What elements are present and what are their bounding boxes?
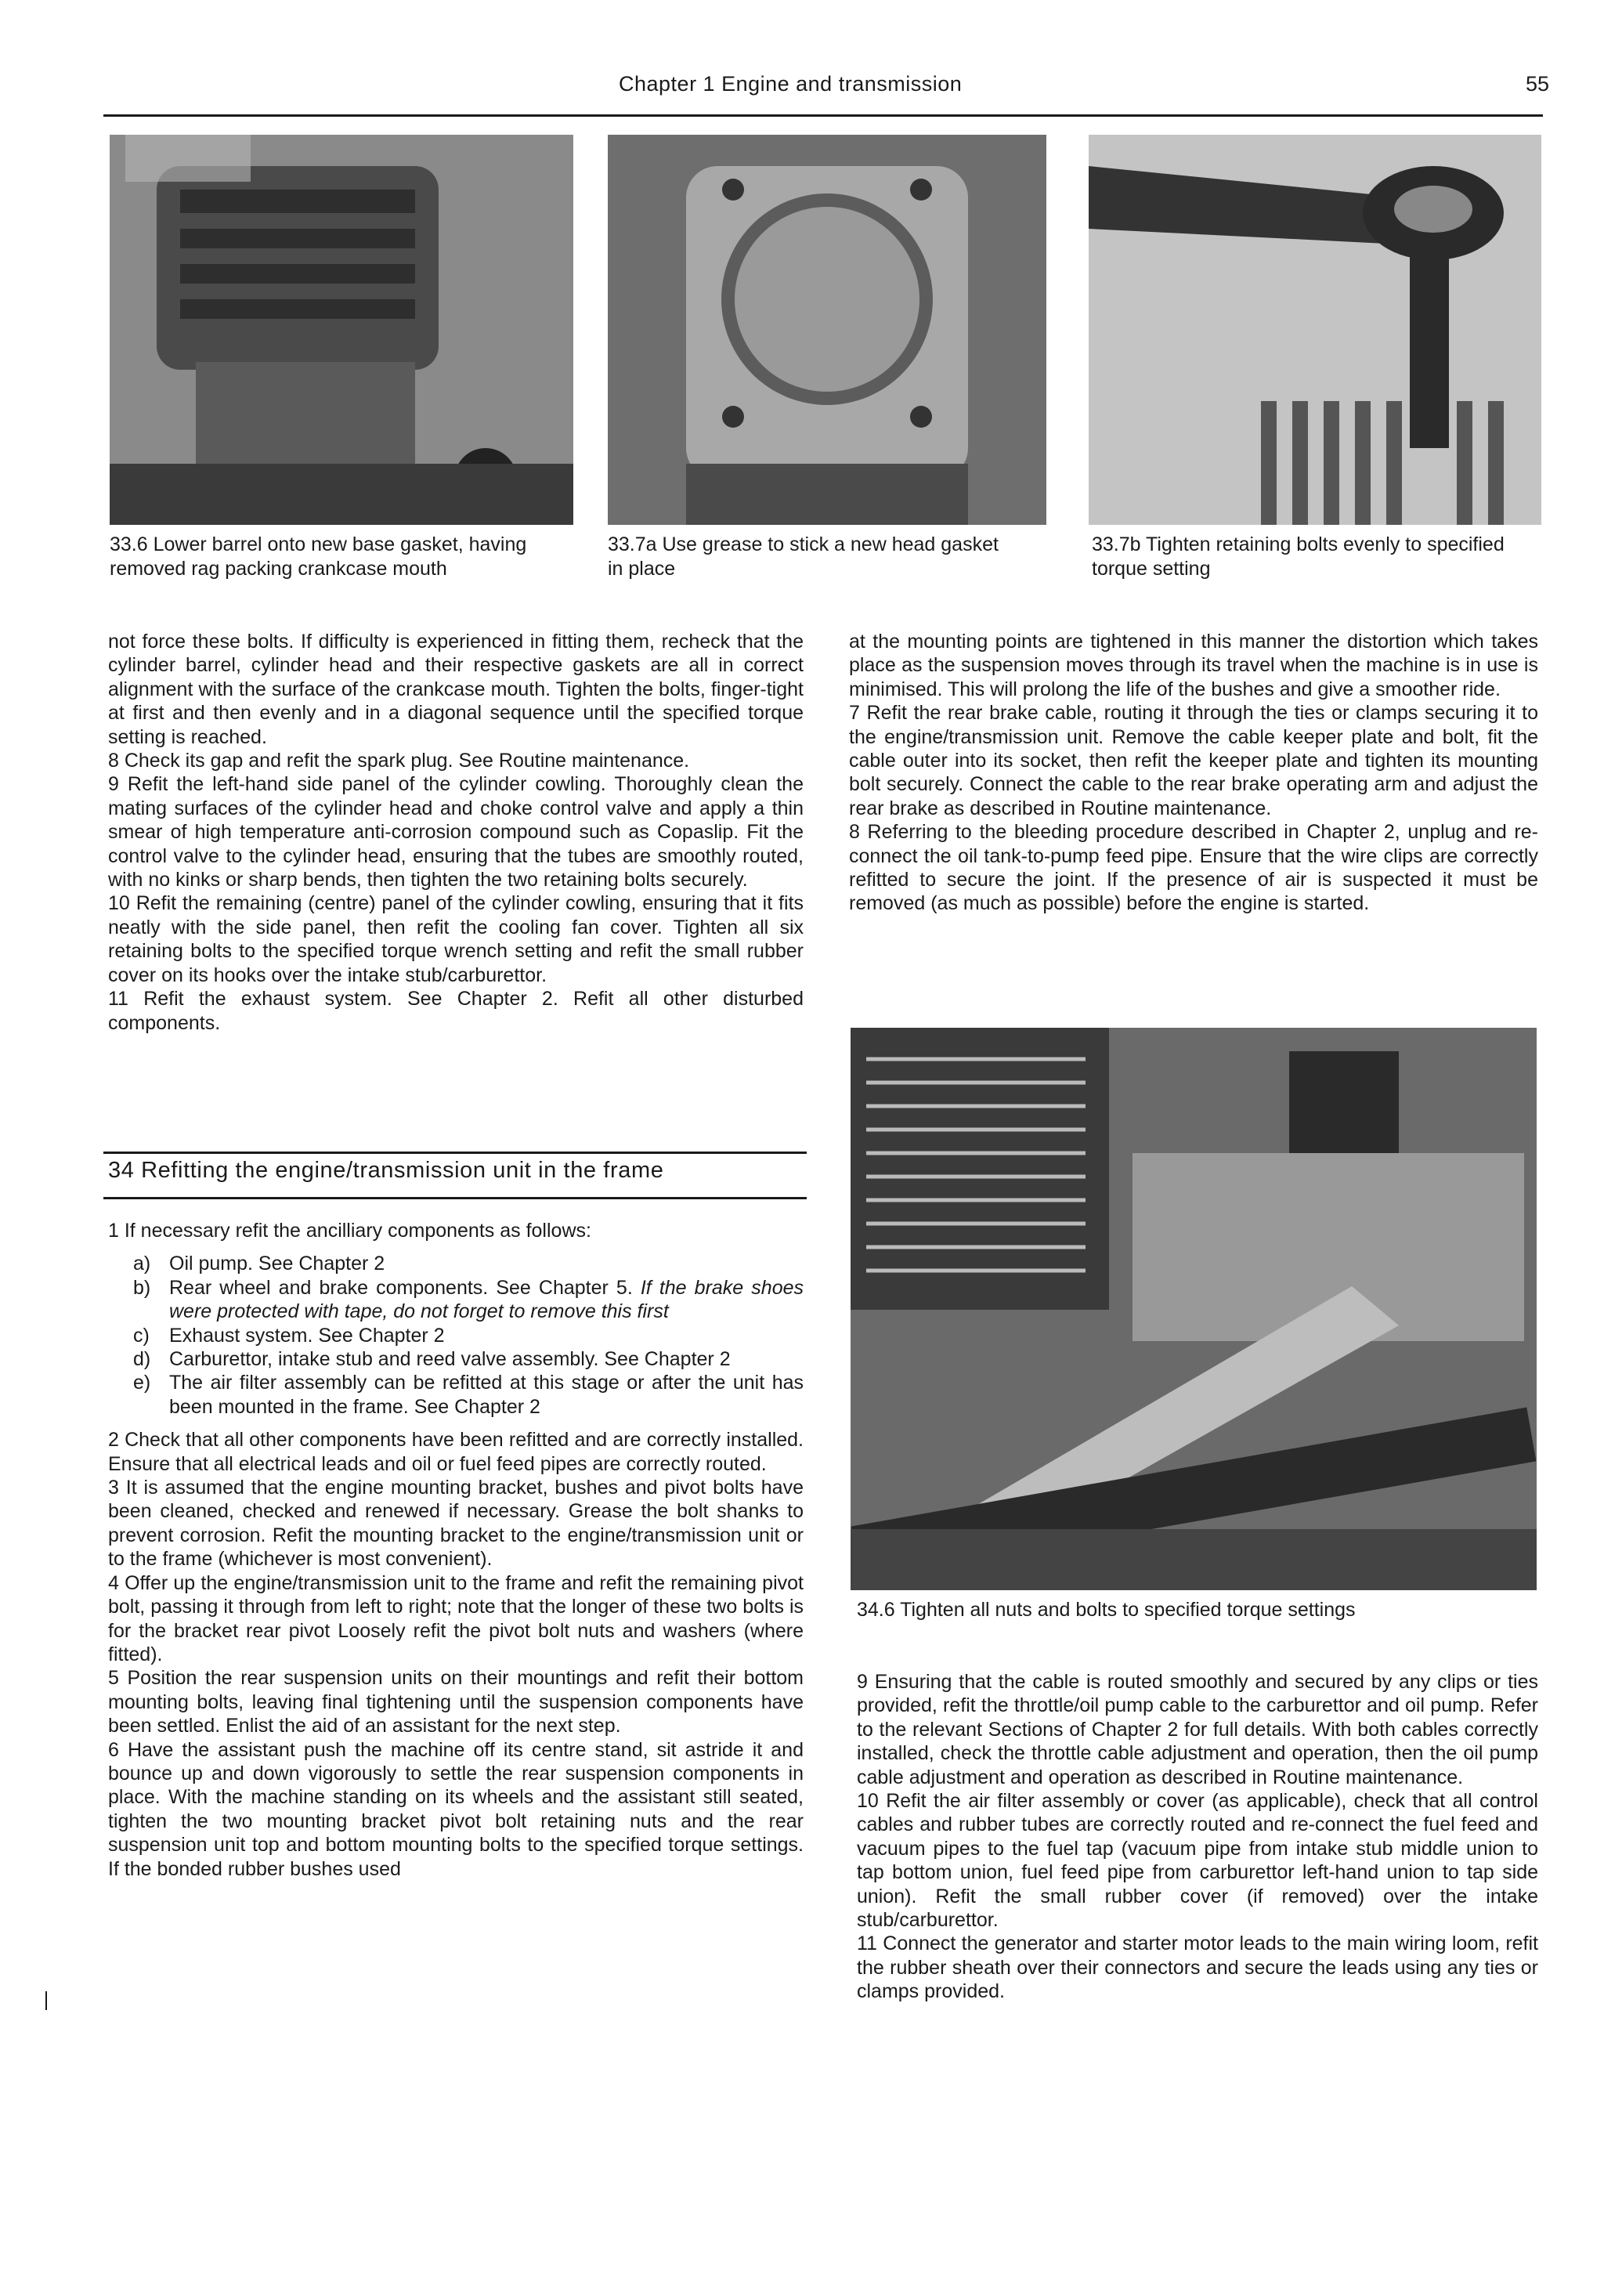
- paragraph: 10 Refit the remaining (centre) panel of the cylinder cowling, ensuring that it fits neatly with the side panel, then refit the cooling fan cover. Tighten all six retaining bolts to the specified torque wrench setting and refit the small rubber cover on its hooks over the intake stub/carburettor.: [108, 892, 804, 986]
- photo-34-6: [851, 1028, 1537, 1590]
- paragraph: at the mounting points are tightened in this manner the distortion which takes place as the suspension moves through its travel when the machine is in use is minimised. This will prolong the life of the bushes and give a smoother ride.: [849, 631, 1538, 700]
- list-item: [108, 1324, 804, 1347]
- list-text: The air filter assembly can be refitted at this stage or after the unit has been mounted in the frame. See Chapter 2: [169, 1372, 804, 1418]
- paragraph: 9 Refit the left-hand side panel of the cylinder cowling. Thoroughly clean the mating surfaces of the cylinder head and choke control valve and apply a thin smear of high temperature anti-corrosion compound such as Copaslip. Fit the control valve to the cylinder head, ensuring that the tubes are smoothly routed, with no kinks or sharp bends, then tighten the two retaining bolts securely.: [108, 773, 804, 891]
- right-column-top: [849, 630, 1538, 916]
- paragraph: not force these bolts. If difficulty is experienced in fitting them, recheck that the cylinder barrel, cylinder head and their respective gaskets are all in correct alignment with the surface of the crankcase mouth. Tighten the bolts, finger-tight at first and then evenly and in a diagonal sequence until the specified torque setting is reached.: [108, 631, 804, 748]
- caption-34-6: 34.6 Tighten all nuts and bolts to specified torque settings: [857, 1599, 1356, 1621]
- page-number: 55: [1526, 72, 1550, 96]
- left-column-top: [108, 630, 804, 1035]
- component-list: [108, 1252, 804, 1419]
- paragraph: 11 Connect the generator and starter motor leads to the main wiring loom, refit the rubber sheath over their connectors and secure the leads using any ties or clamps provided.: [857, 1933, 1538, 2003]
- paragraph: 10 Refit the air filter assembly or cover (as applicable), check that all control cables and rubber tubes are correctly routed and re-connect the fuel feed and vacuum pipes to the fuel tap (vacuum pipe from intake stub middle union to tap bottom union, fuel feed pipe from carburettor left-hand union to tap side union). Refit the small rubber cover (if removed) over the intake stub/carburettor.: [857, 1790, 1538, 1932]
- photo-33-7a: [608, 135, 1046, 525]
- paragraph: 3 It is assumed that the engine mounting bracket, bushes and pivot bolts have been cleaned, checked and renewed if necessary. Grease the bolt shanks to prevent corrosion. Refit the mounting bracket to the engine/transmission unit or to the frame (whichever is most convenient).: [108, 1477, 804, 1571]
- list-label: d): [133, 1348, 151, 1371]
- paragraph: 7 Refit the rear brake cable, routing it through the ties or clamps securing it to the engine/transmission unit. Remove the cable keeper plate and bolt, fit the cable outer into its socket, then refit the keeper plate and tighten its mounting bolt securely. Connect the cable to the rear brake operating arm and adjust the rear brake as described in Routine maintenance.: [849, 702, 1538, 819]
- list-item: [108, 1276, 804, 1324]
- section-rule-top: [103, 1152, 807, 1154]
- list-item: [108, 1252, 804, 1275]
- list-label: b): [133, 1276, 151, 1299]
- left-column-section: [108, 1219, 804, 1881]
- paragraph: 8 Referring to the bleeding procedure described in Chapter 2, unplug and re-connect the oil tank-to-pump feed pipe. Ensure that the wire clips are correctly refitted to secure the joint. If the presence of air is suspected it must be removed (as much as possible) before the engine is started.: [849, 821, 1538, 915]
- header-divider: [103, 114, 1543, 117]
- paragraph: 8 Check its gap and refit the spark plug. See Routine maintenance.: [108, 750, 690, 772]
- list-label: e): [133, 1372, 151, 1394]
- list-item: [108, 1371, 804, 1419]
- list-text: Exhaust system. See Chapter 2: [169, 1324, 445, 1347]
- photo-33-7b: [1089, 135, 1541, 525]
- caption-33-7b: 33.7b Tighten retaining bolts evenly to specified torque setting: [1092, 533, 1505, 580]
- section-intro: 1 If necessary refit the ancilliary components as follows:: [108, 1220, 591, 1242]
- paragraph: 9 Ensuring that the cable is routed smoothly and secured by any clips or ties provided, refit the throttle/oil pump cable to the carburettor and oil pump. Refer to the relevant Sections of Chapter 2 for full details. With both cables correctly installed, check the throttle cable adjustment and operation, then the oil pump cable adjustment and operation as described in Routine maintenance.: [857, 1671, 1538, 1788]
- list-label: a): [133, 1253, 151, 1275]
- photo-33-6: [110, 135, 573, 525]
- list-text: Carburettor, intake stub and reed valve assembly. See Chapter 2: [169, 1348, 731, 1371]
- caption-33-7a: 33.7a Use grease to stick a new head gasket in place: [608, 533, 999, 580]
- list-text: Oil pump. See Chapter 2: [169, 1253, 385, 1275]
- paragraph: 4 Offer up the engine/transmission unit to the frame and refit the remaining pivot bolt, passing it through from left to right; note that the longer of these two bolts is for the bracket rear pivot Loosely refit the pivot bolt nuts and washers (where fitted).: [108, 1571, 804, 1665]
- right-column-bottom: [857, 1670, 1538, 2004]
- section-rule-bottom: [103, 1197, 807, 1199]
- chapter-title: Chapter 1 Engine and transmission: [619, 72, 963, 96]
- paragraph: 6 Have the assistant push the machine off its centre stand, sit astride it and bounce up and down vigorously to settle the rear suspension components in place. With the machine standing on its wheels and the assistant still seated, tighten the two mounting bracket pivot bolt retaining nuts and the rear suspension unit top and bottom mounting bolts to the specified torque settings. If the bonded rubber bushes used: [108, 1738, 804, 1880]
- caption-33-6: 33.6 Lower barrel onto new base gasket, having removed rag packing crankcase mouth: [110, 533, 527, 580]
- paragraph: 11 Refit the exhaust system. See Chapter 2. Refit all other disturbed components.: [108, 988, 804, 1034]
- list-text: Rear wheel and brake components. See Chapter 5. If the brake shoes were protected with tape, do not forget to remove this first: [169, 1276, 804, 1323]
- paragraph: 5 Position the rear suspension units on their mountings and refit their bottom mounting bolts, leaving final tightening until the suspension components have been settled. Enlist the aid of an assistant for the next step.: [108, 1667, 804, 1737]
- list-label: c): [133, 1324, 150, 1347]
- margin-mark: [45, 1991, 47, 2010]
- list-item: [108, 1347, 804, 1371]
- section-title: 34 Refitting the engine/transmission unit in the frame: [108, 1158, 664, 1183]
- paragraph: 2 Check that all other components have been refitted and are correctly installed. Ensure that all electrical leads and oil or fuel feed pipes are correctly routed.: [108, 1429, 804, 1475]
